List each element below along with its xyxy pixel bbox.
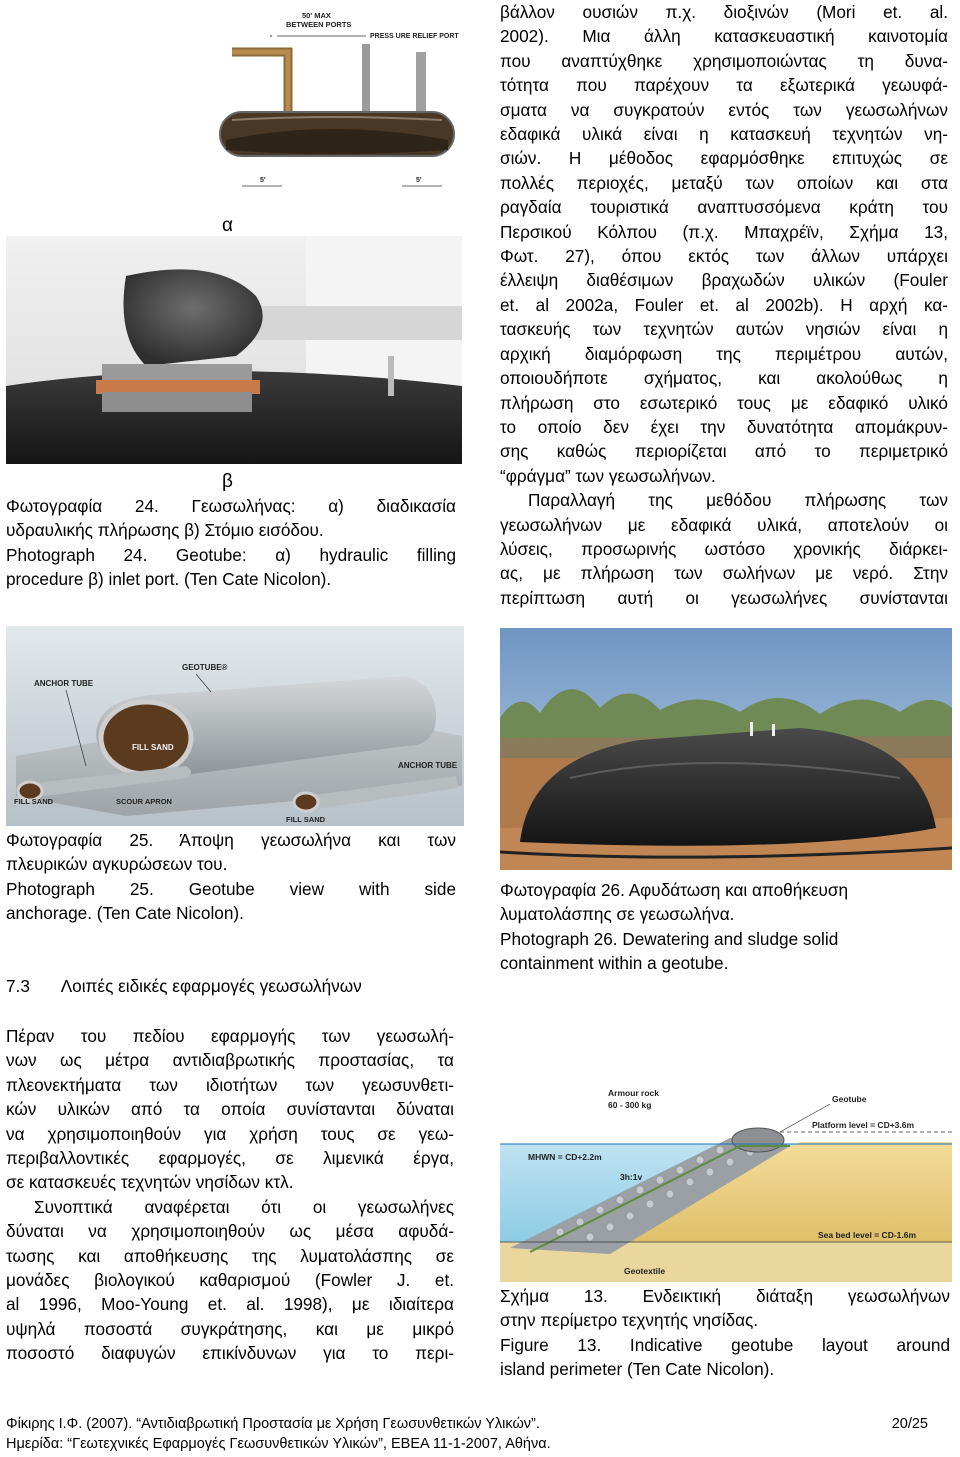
section-heading	[6, 974, 456, 998]
text-line: σε κατασκευές τεχνητών νησίδων κτλ.	[6, 1172, 294, 1193]
figure13-island-section	[500, 1082, 952, 1282]
caption-photo25	[6, 828, 456, 926]
text-line: Φωτ. 27), όπου εκτός των άλλων υπάρχει	[500, 246, 948, 267]
text-line: οποιουδήποτε σχήματος, και ακολούθως η	[500, 368, 948, 389]
text-line: ας, με πλήρωση των σωλήνων με νερό. Στην	[500, 563, 948, 584]
caption-figure13	[500, 1284, 950, 1382]
caption-line: Σχήμα 13. Ενδεικτική διάταξη γεωσωλήνων	[500, 1286, 950, 1306]
dewatering-photo	[500, 628, 952, 870]
label-geotube-13: Geotube	[832, 1094, 867, 1104]
label-slope: 3h:1v	[620, 1172, 643, 1182]
text-line: ποσοστό διαφυγών επικίνδυνων για το περι-	[6, 1343, 454, 1364]
label-armour-rock-weight: 60 - 300 kg	[608, 1100, 652, 1110]
label-fill-sand-left: FILL SAND	[14, 797, 54, 806]
label-alpha: α	[222, 215, 233, 236]
caption-line: Φωτογραφία 26. Αφυδάτωση και αποθήκευση	[500, 880, 849, 900]
text-line: να χρησιμοποιηθούν για χρήση τους σε γεω-	[6, 1123, 454, 1144]
text-line: έλλειψη διαθέσιμων βραχωδών υλικών (Fouler	[500, 270, 948, 291]
label-seabed-level: Sea bed level = CD-1.6m	[818, 1230, 917, 1240]
label-anchor-tube-right: ANCHOR TUBE	[398, 761, 458, 770]
caption-photo26	[500, 878, 950, 976]
label-50-max: 50' MAX	[302, 11, 331, 20]
footer	[6, 1414, 954, 1454]
label-mhwn: MHWN = CD+2.2m	[528, 1152, 602, 1162]
label-scour-apron: SCOUR APRON	[116, 797, 172, 806]
caption-line: Photograph 26. Dewatering and sludge solid	[500, 928, 839, 949]
text-line: σιών. Η μέθοδος εφαρμόσθηκε επιτυχώς σε	[500, 148, 948, 169]
label-dim-right: 5'	[416, 177, 422, 184]
label-pressure-relief: PRESS URE RELIEF PORT	[370, 33, 459, 40]
inlet-port-photo	[6, 236, 462, 464]
section-number: 7.3	[6, 976, 30, 996]
text-line: δύναται να χρησιμοποιηθούν ως μέσα αφυδά-	[6, 1221, 454, 1242]
text-line: τασκευής των τεχνητών αυτών νησιών είναι η	[500, 319, 948, 340]
caption-line: λυματολάσπης σε γεωσωλήνα.	[500, 904, 735, 925]
caption-photo24	[6, 494, 456, 592]
text-line: το οποίο δεν έχει την δυνατότητα απομάκρυν-	[500, 416, 948, 437]
text-line: κών υλικών από τα οποία συνίστανται δύναται	[6, 1099, 454, 1120]
caption-line: Φωτογραφία 24. Γεωσωλήνας: α) διαδικασία	[6, 496, 456, 516]
label-armour-rock: Armour rock	[608, 1088, 660, 1098]
caption-line: Figure 13. Indicative geotube layout around	[500, 1334, 950, 1355]
label-geotube: GEOTUBE®	[182, 663, 228, 672]
caption-line: Photograph 25. Geotube view with side	[6, 878, 456, 899]
geotube-filling-diagram	[202, 0, 466, 200]
text-line: υψηλά ποσοστά συγκράτησης, και με μικρό	[6, 1318, 454, 1339]
photo26-dewatering	[500, 628, 952, 870]
text-line: Συνοπτικά αναφέρεται ότι οι γεωσωλήνες	[34, 1196, 454, 1217]
label-geotextile: Geotextile	[624, 1266, 666, 1276]
photo24b-inlet-port	[6, 236, 462, 464]
right-column-text	[500, 0, 948, 610]
caption-line: island perimeter (Ten Cate Nicolon).	[500, 1359, 775, 1380]
label-anchor-tube-top: ANCHOR TUBE	[34, 679, 94, 688]
text-line: πλεονεκτήματα των ιδιοτήτων των γεωσυνθετι-	[6, 1074, 454, 1095]
text-line: που αναπτύχθηκε χρησιμοποιώντας τη δυνα-	[500, 50, 948, 71]
text-line: τότητα που παρέχουν τα εξωτερικά γεωυφά-	[500, 75, 948, 96]
caption-line: στην περίμετρο τεχνητής νησίδας.	[500, 1310, 759, 1331]
caption-line: anchorage. (Ten Cate Nicolon).	[6, 903, 244, 924]
geotube-anchorage-illustration	[6, 626, 464, 826]
caption-line: Φωτογραφία 25. Άποψη γεωσωλήνα και των	[6, 830, 456, 850]
page-number: 20/25	[891, 1416, 928, 1432]
photo25-geotube-anchorage	[6, 626, 464, 826]
label-dim-left: 5'	[260, 177, 266, 184]
text-line: Παραλλαγή της μεθόδου πλήρωσης των	[528, 490, 948, 511]
label-fill-sand-center: FILL SAND	[132, 743, 174, 752]
text-line: πλήρωση στο εσωτερικό τους με εδαφικό υλικό	[500, 392, 948, 413]
caption-line: procedure β) inlet port. (Ten Cate Nicolon).	[6, 569, 332, 590]
text-line: εδαφικά υλικά είναι η κατασκευή τεχνητών νη-	[500, 124, 948, 145]
text-line: ραγδαία τουριστικά αναπτυσσόμενα κράτη του	[500, 197, 948, 218]
footer-citation: Φίκιρης Ι.Φ. (2007). “Αντιδιαβρωτική Προστασία με Χρήση Γεωσυνθετικών Υλικών”.	[6, 1416, 540, 1432]
text-line: λύσεις, προσωρινής ωστόσο χρονικής διάρκει-	[500, 538, 948, 559]
text-line: αρχική διαμόρφωση της περιμέτρου αυτών,	[500, 343, 948, 364]
text-line: σματα να συγκρατούν εντός των γεωσωλήνων	[500, 99, 948, 120]
text-line: Πέραν του πεδίου εφαρμογής των γεωσωλή-	[6, 1026, 454, 1046]
text-line: Περσικού Κόλπου (π.χ. Μπαχρέϊν, Σχήμα 13,	[500, 221, 948, 242]
text-line: πολλές περιοχές, μεταξύ των οποίων και στα	[500, 172, 948, 193]
caption-line: containment within a geotube.	[500, 953, 729, 974]
footer-line-1	[6, 1414, 954, 1434]
text-line: σης καθώς περιορίζεται από το περιμετρικό	[500, 441, 948, 462]
label-fill-sand-bottom: FILL SAND	[286, 815, 326, 824]
text-line: 2002). Μια άλλη κατασκευαστική καινοτομία	[500, 26, 948, 47]
label-between-ports: BETWEEN PORTS	[286, 20, 352, 29]
text-line: μονάδες βιολογικού καθαρισμού (Fowler J. et.	[6, 1270, 454, 1291]
text-line: νων ως μέτρα αντιδιαβρωτικής προστασίας, τα	[6, 1050, 454, 1071]
photo24a-diagram	[202, 0, 466, 200]
text-line: al 1996, Moo-Young et. al. 1998), με ιδιαίτερα	[6, 1294, 454, 1315]
label-beta: β	[222, 471, 233, 492]
caption-line: Photograph 24. Geotube: α) hydraulic filling	[6, 544, 456, 565]
text-line: βάλλον ουσιών π.χ. διοξινών (Mori et. al.	[500, 2, 948, 22]
text-line: γεωσωλήνων με εδαφικά υλικά, αποτελούν οι	[500, 514, 948, 535]
text-line: et. al 2002a, Fouler et. al 2002b). Η αρχή κα-	[500, 294, 948, 315]
island-perimeter-diagram	[500, 1082, 952, 1282]
footer-line-2: Ημερίδα: “Γεωτεχνικές Εφαρμογές Γεωσυνθετικών Υλικών”, ΕΒΕΑ 11-1-2007, Αθήνα.	[6, 1436, 551, 1452]
left-body-text	[6, 1024, 454, 1366]
text-line: περίπτωση αυτή οι γεωσωλήνες συνίστανται	[500, 587, 948, 608]
caption-line: πλευρικών αγκυρώσεων του.	[6, 854, 228, 875]
caption-line: υδραυλικής πλήρωσης β) Στόμιο εισόδου.	[6, 520, 324, 541]
text-line: τωσης και αποθήκευσης της λυματολάσπης σε	[6, 1245, 454, 1266]
section-title: Λοιπές ειδικές εφαρμογές γεωσωλήνων	[60, 976, 362, 996]
text-line: περιβαλλοντικές εφαρμογές, σε λιμενικά έργα,	[6, 1148, 454, 1169]
text-line: “φράγμα” των γεωσωλήνων.	[500, 465, 716, 486]
label-platform-level: Platform level = CD+3.6m	[812, 1120, 915, 1130]
